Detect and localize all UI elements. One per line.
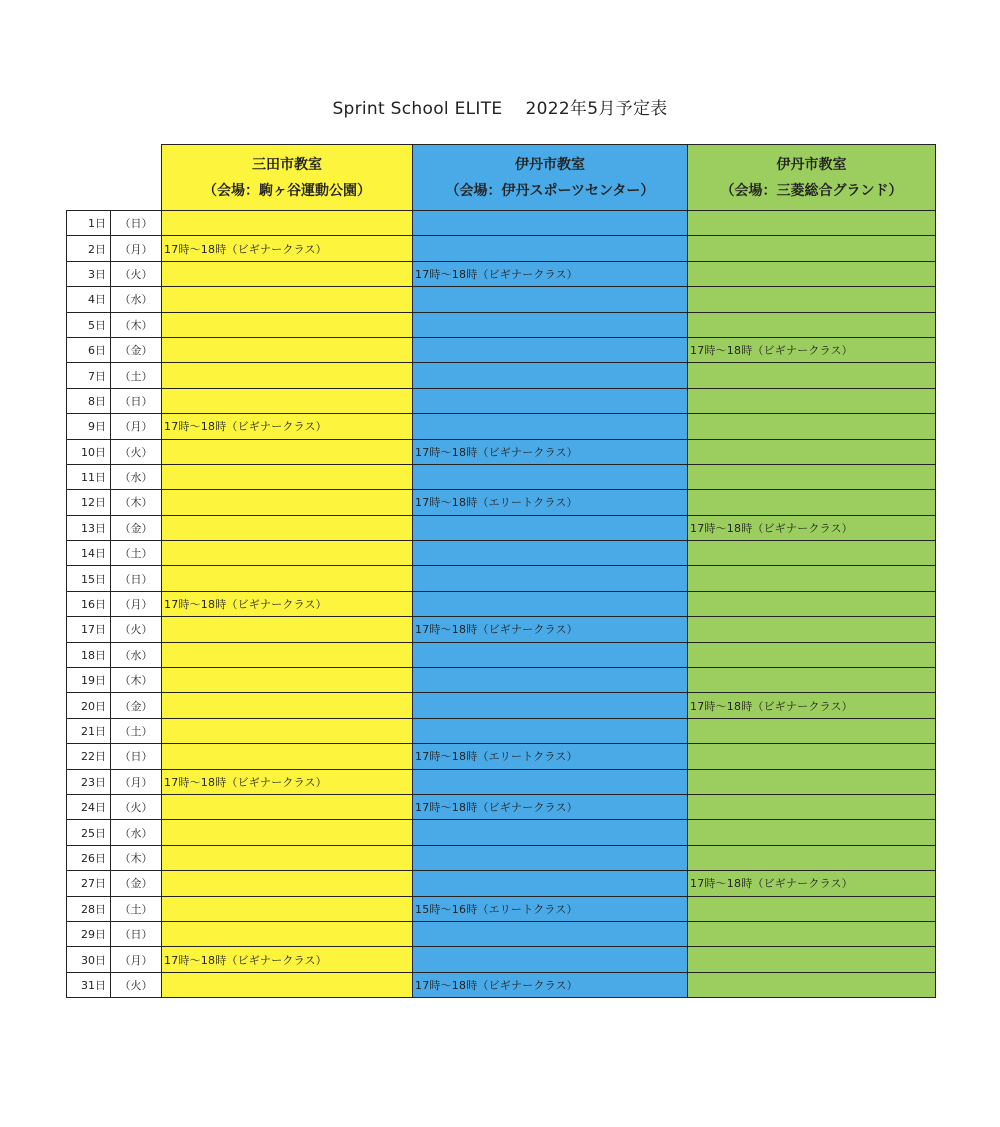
itami-mitsubishi-ground-cell [688,363,936,388]
day-cell: 6日 [67,337,111,362]
itami-mitsubishi-ground-cell [688,414,936,439]
sanda-cell [162,312,413,337]
weekday-cell: （火） [111,261,162,286]
itami-mitsubishi-ground-cell [688,820,936,845]
column-venue: （会場：伊丹スポーツセンター） [445,182,655,199]
sanda-cell [162,794,413,819]
weekday-cell: （火） [111,439,162,464]
table-row [67,236,936,261]
itami-sports-center-cell: 17時〜18時（ビギナークラス） [413,972,688,997]
itami-mitsubishi-ground-cell [688,769,936,794]
day-cell: 13日 [67,515,111,540]
sanda-cell [162,693,413,718]
table-row [67,972,936,997]
table-row [67,947,936,972]
column-header-sanda [162,145,413,211]
itami-sports-center-cell [413,871,688,896]
sanda-cell [162,363,413,388]
sanda-cell [162,668,413,693]
table-row [67,261,936,286]
itami-mitsubishi-ground-cell [688,439,936,464]
column-name: 三田市教室 [252,156,322,173]
itami-mitsubishi-ground-cell [688,718,936,743]
sanda-cell [162,845,413,870]
table-row [67,642,936,667]
day-cell: 25日 [67,820,111,845]
table-row [67,464,936,489]
itami-mitsubishi-ground-cell: 17時〜18時（ビギナークラス） [688,337,936,362]
day-cell: 4日 [67,287,111,312]
itami-mitsubishi-ground-cell [688,287,936,312]
itami-mitsubishi-ground-cell: 17時〜18時（ビギナークラス） [688,515,936,540]
table-row [67,820,936,845]
weekday-cell: （木） [111,312,162,337]
itami-sports-center-cell: 15時〜16時（エリートクラス） [413,896,688,921]
weekday-cell: （日） [111,566,162,591]
itami-sports-center-cell: 17時〜18時（ビギナークラス） [413,617,688,642]
header-row [67,145,936,211]
sanda-cell [162,464,413,489]
column-venue: （会場：駒ヶ谷運動公園） [203,182,371,199]
itami-sports-center-cell [413,693,688,718]
day-cell: 26日 [67,845,111,870]
sanda-cell [162,896,413,921]
weekday-cell: （土） [111,718,162,743]
sanda-cell [162,642,413,667]
weekday-cell: （火） [111,794,162,819]
table-row [67,337,936,362]
day-cell: 9日 [67,414,111,439]
day-cell: 28日 [67,896,111,921]
table-row [67,744,936,769]
itami-mitsubishi-ground-cell [688,642,936,667]
day-cell: 20日 [67,693,111,718]
itami-mitsubishi-ground-cell [688,896,936,921]
weekday-cell: （月） [111,591,162,616]
itami-mitsubishi-ground-cell [688,668,936,693]
itami-sports-center-cell [413,591,688,616]
day-cell: 21日 [67,718,111,743]
sanda-cell [162,871,413,896]
day-cell: 24日 [67,794,111,819]
sanda-cell [162,744,413,769]
itami-sports-center-cell [413,414,688,439]
sanda-cell: 17時〜18時（ビギナークラス） [162,769,413,794]
itami-mitsubishi-ground-cell [688,464,936,489]
itami-sports-center-cell: 17時〜18時（ビギナークラス） [413,439,688,464]
day-cell: 17日 [67,617,111,642]
day-cell: 27日 [67,871,111,896]
weekday-cell: （日） [111,211,162,236]
table-row [67,211,936,236]
weekday-cell: （水） [111,287,162,312]
itami-sports-center-cell [413,820,688,845]
weekday-cell: （金） [111,871,162,896]
day-cell: 10日 [67,439,111,464]
itami-sports-center-cell [413,515,688,540]
itami-mitsubishi-ground-cell [688,972,936,997]
table-row [67,845,936,870]
day-cell: 3日 [67,261,111,286]
itami-sports-center-cell [413,211,688,236]
table-row [67,490,936,515]
weekday-cell: （木） [111,845,162,870]
page-title: Sprint School ELITE 2022年5月予定表 [332,99,668,119]
table-row [67,566,936,591]
table-row [67,541,936,566]
sanda-cell [162,490,413,515]
itami-sports-center-cell [413,236,688,261]
itami-sports-center-cell [413,464,688,489]
column-header-itami-mitsubishi-ground [688,145,936,211]
weekday-cell: （金） [111,693,162,718]
itami-sports-center-cell: 17時〜18時（ビギナークラス） [413,261,688,286]
weekday-cell: （水） [111,820,162,845]
itami-sports-center-cell [413,541,688,566]
itami-sports-center-cell [413,363,688,388]
sanda-cell [162,972,413,997]
weekday-cell: （月） [111,947,162,972]
day-cell: 5日 [67,312,111,337]
itami-mitsubishi-ground-cell [688,312,936,337]
table-row [67,871,936,896]
table-row [67,718,936,743]
column-name: 伊丹市教室 [515,156,585,173]
weekday-cell: （日） [111,921,162,946]
day-cell: 11日 [67,464,111,489]
table-row [67,591,936,616]
sanda-cell: 17時〜18時（ビギナークラス） [162,236,413,261]
day-cell: 12日 [67,490,111,515]
sanda-cell [162,617,413,642]
itami-sports-center-cell [413,287,688,312]
table-row [67,668,936,693]
table-row [67,896,936,921]
itami-mitsubishi-ground-cell [688,261,936,286]
table-row [67,312,936,337]
weekday-cell: （月） [111,236,162,261]
itami-mitsubishi-ground-cell [688,794,936,819]
day-cell: 16日 [67,591,111,616]
day-cell: 31日 [67,972,111,997]
itami-sports-center-cell [413,642,688,667]
itami-sports-center-cell [413,668,688,693]
sanda-cell: 17時〜18時（ビギナークラス） [162,591,413,616]
itami-sports-center-cell [413,845,688,870]
sanda-cell [162,439,413,464]
weekday-cell: （月） [111,414,162,439]
itami-mitsubishi-ground-cell [688,617,936,642]
day-cell: 8日 [67,388,111,413]
table-row [67,439,936,464]
sanda-cell [162,566,413,591]
day-cell: 29日 [67,921,111,946]
column-name: 伊丹市教室 [776,156,847,173]
itami-sports-center-cell: 17時〜18時（エリートクラス） [413,744,688,769]
blank-corner [111,145,162,211]
blank-corner [67,145,111,211]
table-row [67,617,936,642]
sanda-cell [162,718,413,743]
sanda-cell [162,515,413,540]
weekday-cell: （金） [111,515,162,540]
itami-sports-center-cell [413,769,688,794]
weekday-cell: （木） [111,490,162,515]
itami-mitsubishi-ground-cell [688,388,936,413]
weekday-cell: （土） [111,363,162,388]
weekday-cell: （水） [111,642,162,667]
itami-mitsubishi-ground-cell [688,744,936,769]
day-cell: 22日 [67,744,111,769]
day-cell: 30日 [67,947,111,972]
itami-sports-center-cell [413,312,688,337]
table-row [67,794,936,819]
itami-sports-center-cell [413,718,688,743]
weekday-cell: （木） [111,668,162,693]
table-row [67,414,936,439]
table-row [67,769,936,794]
day-cell: 23日 [67,769,111,794]
weekday-cell: （水） [111,464,162,489]
itami-mitsubishi-ground-cell [688,211,936,236]
sanda-cell [162,921,413,946]
column-header-itami-sports-center [413,145,688,211]
itami-sports-center-cell [413,337,688,362]
sanda-cell [162,820,413,845]
sanda-cell [162,541,413,566]
itami-mitsubishi-ground-cell [688,236,936,261]
itami-mitsubishi-ground-cell [688,566,936,591]
itami-mitsubishi-ground-cell: 17時〜18時（ビギナークラス） [688,871,936,896]
table-row [67,921,936,946]
itami-sports-center-cell [413,947,688,972]
sanda-cell [162,211,413,236]
sanda-cell [162,388,413,413]
day-cell: 1日 [67,211,111,236]
sanda-cell [162,287,413,312]
day-cell: 18日 [67,642,111,667]
table-row [67,693,936,718]
weekday-cell: （火） [111,617,162,642]
table-row [67,363,936,388]
itami-mitsubishi-ground-cell [688,947,936,972]
weekday-cell: （月） [111,769,162,794]
itami-mitsubishi-ground-cell [688,591,936,616]
schedule-table [66,144,936,998]
table-row [67,515,936,540]
day-cell: 7日 [67,363,111,388]
itami-sports-center-cell: 17時〜18時（ビギナークラス） [413,794,688,819]
itami-sports-center-cell [413,388,688,413]
table-row [67,287,936,312]
itami-sports-center-cell [413,921,688,946]
day-cell: 2日 [67,236,111,261]
sanda-cell: 17時〜18時（ビギナークラス） [162,414,413,439]
sanda-cell [162,337,413,362]
itami-mitsubishi-ground-cell [688,845,936,870]
weekday-cell: （土） [111,896,162,921]
column-venue: （会場：三菱総合グランド） [720,182,903,199]
weekday-cell: （日） [111,388,162,413]
itami-mitsubishi-ground-cell: 17時〜18時（ビギナークラス） [688,693,936,718]
itami-sports-center-cell [413,566,688,591]
weekday-cell: （日） [111,744,162,769]
day-cell: 15日 [67,566,111,591]
sanda-cell: 17時〜18時（ビギナークラス） [162,947,413,972]
table-row [67,388,936,413]
weekday-cell: （火） [111,972,162,997]
itami-mitsubishi-ground-cell [688,921,936,946]
itami-mitsubishi-ground-cell [688,541,936,566]
itami-mitsubishi-ground-cell [688,490,936,515]
sanda-cell [162,261,413,286]
day-cell: 14日 [67,541,111,566]
day-cell: 19日 [67,668,111,693]
weekday-cell: （金） [111,337,162,362]
weekday-cell: （土） [111,541,162,566]
itami-sports-center-cell: 17時〜18時（エリートクラス） [413,490,688,515]
